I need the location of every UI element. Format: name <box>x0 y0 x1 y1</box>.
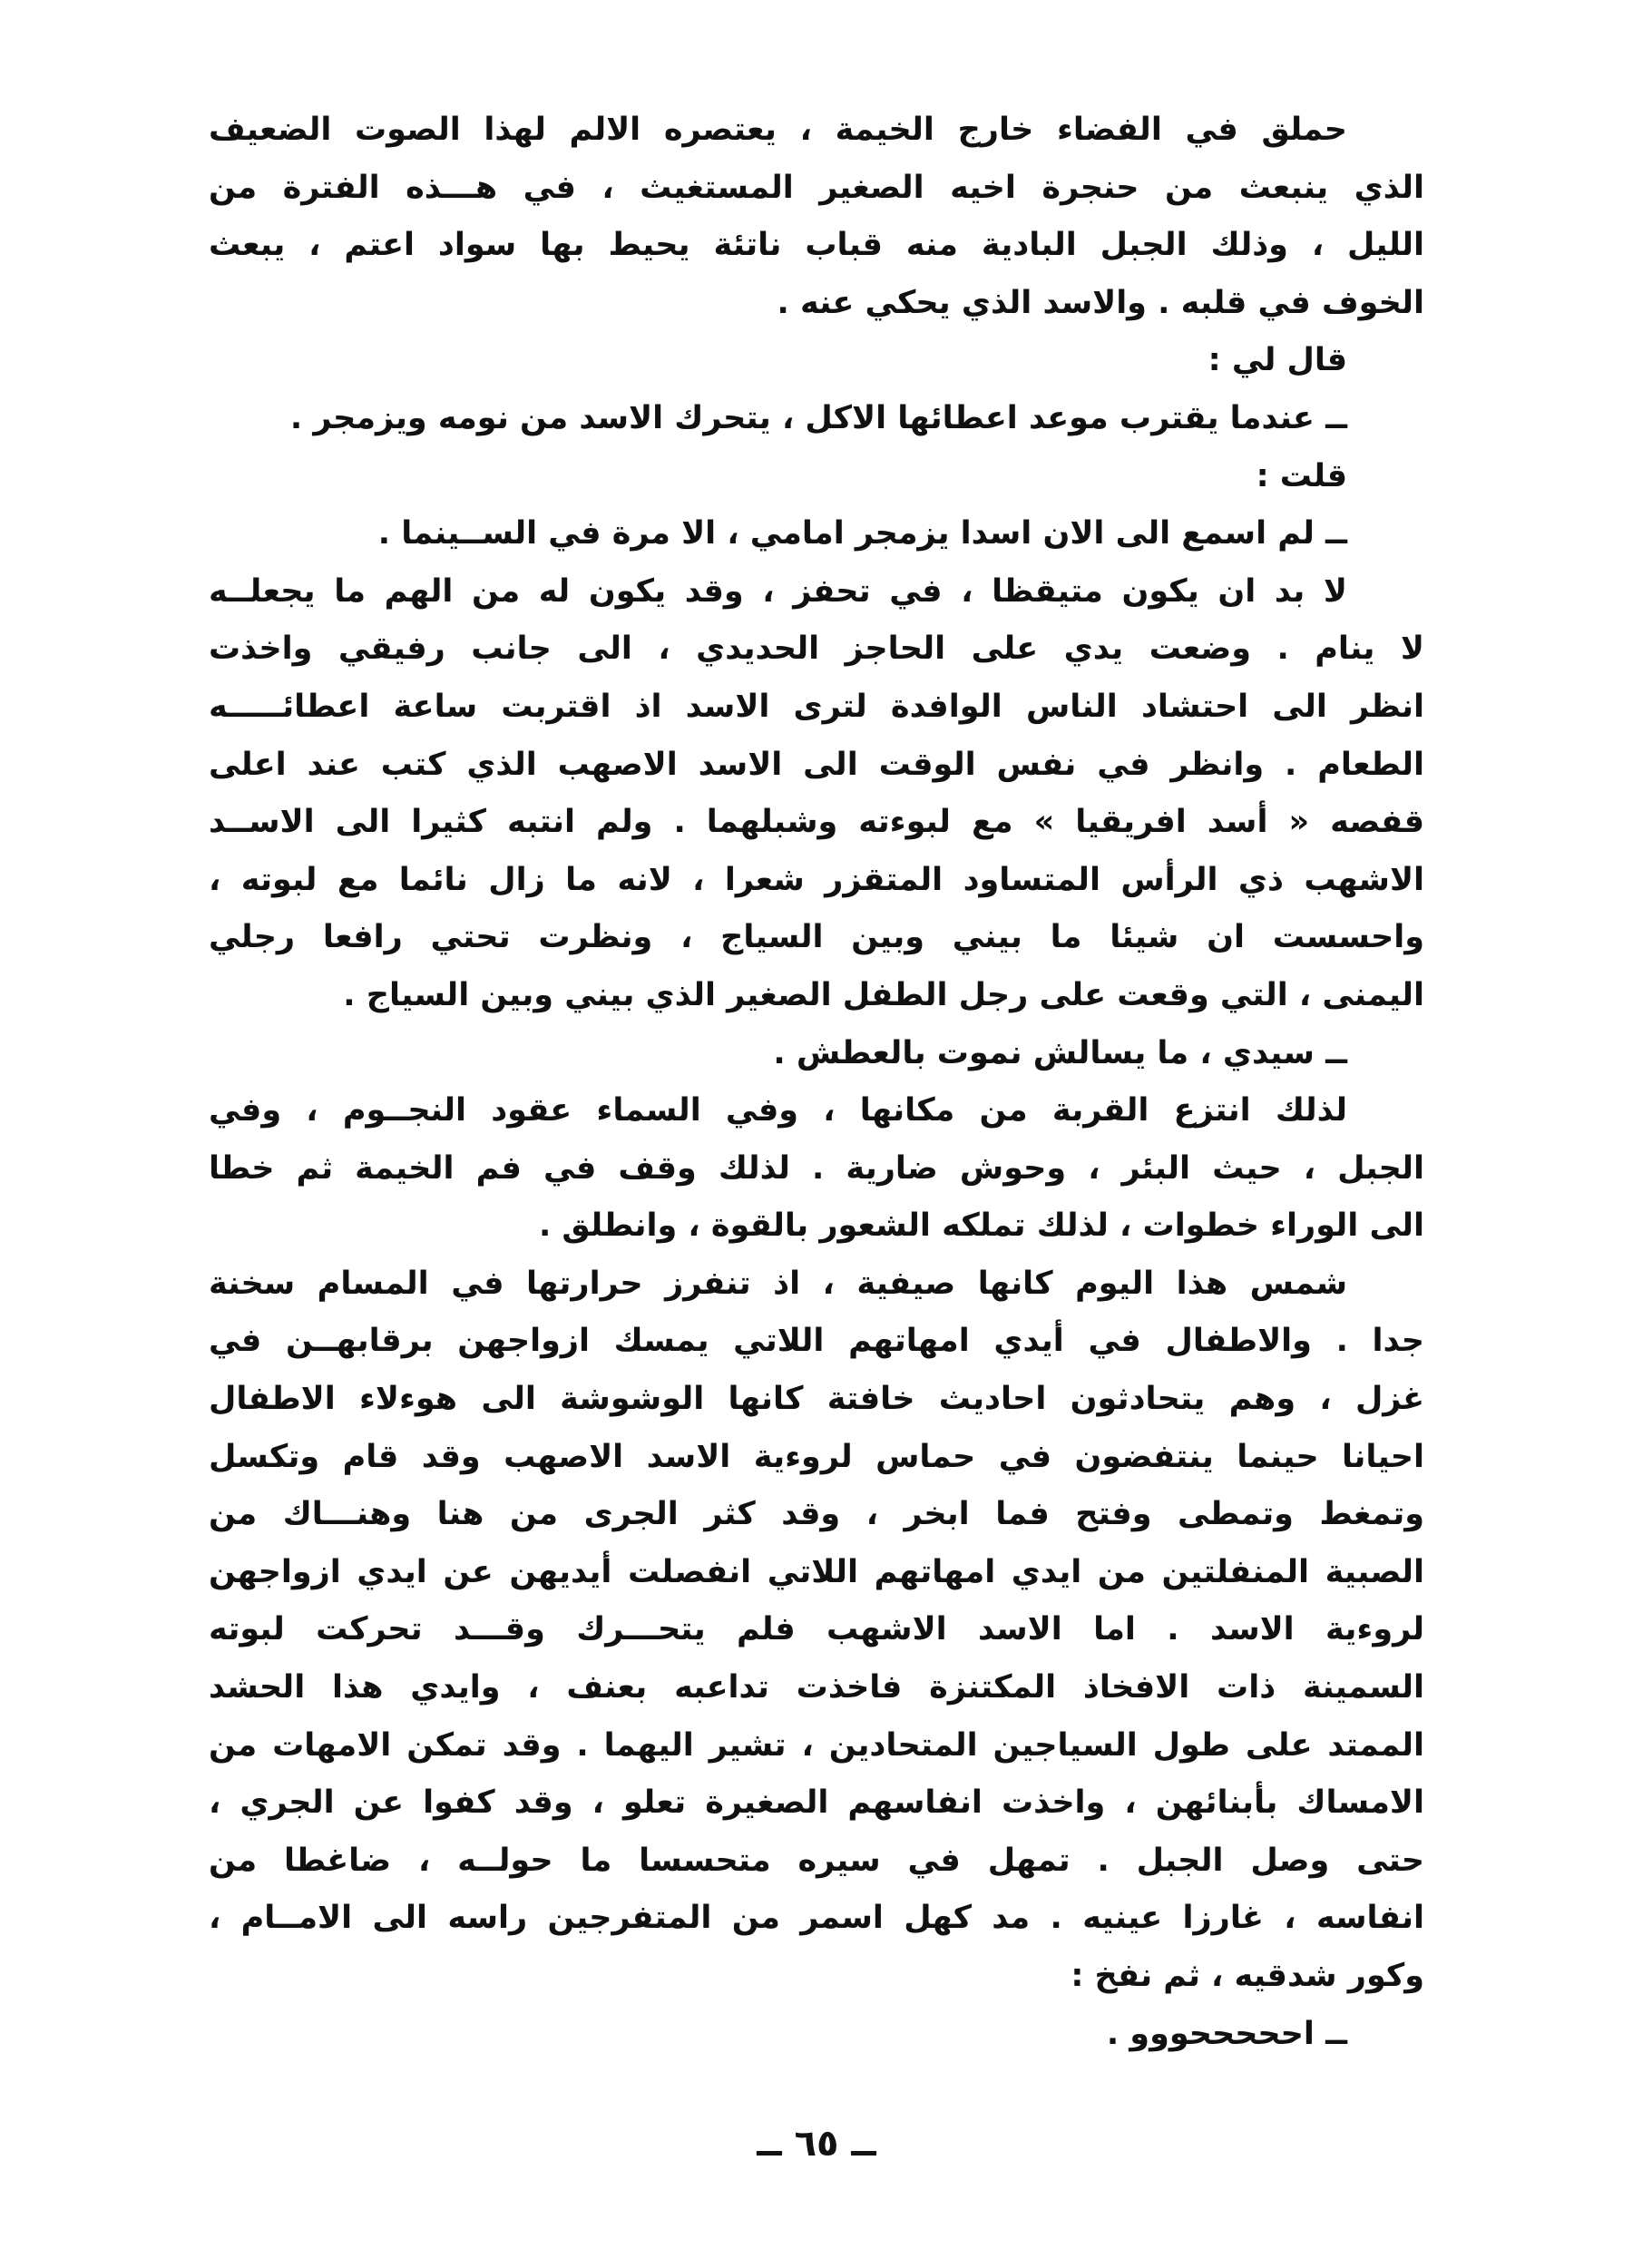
text-line: ــ احححححووو . <box>1106 2015 1347 2052</box>
text-line: قفصه « أسد افريقيا » مع لبوءته وشبلهما . ولم انتبه كثيرا الى الاســد <box>209 804 1424 841</box>
text-line: قال لي : <box>1208 342 1347 379</box>
text-line: شمس هذا اليوم كانها صيفية ، اذ تنفرز حرارتها في المسام سخنة <box>209 1265 1347 1302</box>
text-line: انظر الى احتشاد الناس الوافدة لترى الاسد اذ اقتربت ساعة اعطائـــــه <box>209 688 1424 725</box>
text-line: الذي ينبعث من حنجرة اخيه الصغير المستغيث ، في هـــذه الفترة من <box>209 169 1424 206</box>
text-line: ــ لم اسمع الى الان اسدا يزمجر امامي ، الا مرة في الســينما . <box>377 515 1347 552</box>
text-line: الى الوراء خطوات ، لذلك تملكه الشعور بالقوة ، وانطلق . <box>538 1207 1424 1245</box>
text-line: حملق في الفضاء خارج الخيمة ، يعتصره الالم لهذا الصوت الضعيف <box>209 112 1347 148</box>
text-line: الليل ، وذلك الجبل البادية منه قباب ناتئة يحيط بها سواد اعتم ، يبعث <box>209 227 1424 264</box>
text-line: احيانا حينما ينتفضون في حماس لروءية الاسد الاصهب وقد قام وتكسل <box>209 1438 1424 1475</box>
text-line: قلت : <box>1256 457 1347 494</box>
text-line: لروءية الاسد . اما الاسد الاشهب فلم يتحـــرك وقـــد تحركت لبوته <box>209 1611 1424 1648</box>
text-line: انفاسه ، غارزا عينيه . مد كهل اسمر من المتفرجين راسه الى الامــام ، <box>209 1900 1424 1937</box>
text-line: لا ينام . وضعت يدي على الحاجز الحديدي ، الى جانب رفيقي واخذت <box>209 631 1424 668</box>
text-line: الطعام . وانظر في نفس الوقت الى الاسد الاصهب الذي كتب عند اعلى <box>209 746 1424 783</box>
text-line: الاشهب ذي الرأس المتساود المتقزر شعرا ، لانه ما زال نائما مع لبوته ، <box>209 861 1424 898</box>
text-line: واحسست ان شيئا ما بيني وبين السياج ، ونظرت تحتي رافعا رجلي <box>209 919 1424 956</box>
text-line: لذلك انتزع القربة من مكانها ، وفي السماء عقود النجــوم ، وفي <box>209 1092 1347 1129</box>
text-line: غزل ، وهم يتحادثون احاديث خافتة كانها الوشوشة الى هوءلاء الاطفال <box>209 1381 1424 1418</box>
text-line: الخوف في قلبه . والاسد الذي يحكي عنه . <box>777 284 1424 321</box>
text-line: وتمغط وتمطى وفتح فما ابخر ، وقد كثر الجرى من هنا وهنـــاك من <box>209 1496 1424 1533</box>
text-line: الصبية المنفلتين من ايدي امهاتهم اللاتي انفصلت أيديهن عن ايدي ازواجهن <box>209 1553 1424 1590</box>
text-line: اليمنى ، التي وقعت على رجل الطفل الصغير الذي بيني وبين السياج . <box>343 976 1424 1013</box>
text-line: السمينة ذات الافخاذ المكتنزة فاخذت تداعبه بعنف ، وايدي هذا الحشد <box>209 1669 1424 1706</box>
text-line: ــ عندما يقترب موعد اعطائها الاكل ، يتحرك الاسد من نومه ويزمجر . <box>289 399 1347 436</box>
text-line: وكور شدقيه ، ثم نفخ : <box>1071 1958 1424 1994</box>
text-line: الجبل ، حيث البئر ، وحوش ضارية . لذلك وقف في فم الخيمة ثم خطا <box>209 1149 1424 1187</box>
text-line: الممتد على طول السياجين المتحادين ، تشير اليهما . وقد تمكن الامهات من <box>209 1726 1424 1764</box>
body-text <box>209 102 1424 2063</box>
text-line: الامساك بأبنائهن ، واخذت انفاسهم الصغيرة تعلو ، وقد كفوا عن الجري ، <box>209 1784 1424 1822</box>
text-line: لا بد ان يكون متيقظا ، في تحفز ، وقد يكون له من الهم ما يجعلــه <box>209 572 1347 610</box>
text-line: حتى وصل الجبل . تمهل في سيره متحسسا ما حولــه ، ضاغطا من <box>209 1842 1424 1879</box>
text-line: ــ سيدي ، ما يسالش نموت بالعطش . <box>773 1034 1347 1071</box>
page-number: ــ ٦٥ ــ <box>757 2123 876 2165</box>
text-line: جدا . والاطفال في أيدي امهاتهم اللاتي يمسك ازواجهن برقابهــن في <box>209 1323 1424 1360</box>
